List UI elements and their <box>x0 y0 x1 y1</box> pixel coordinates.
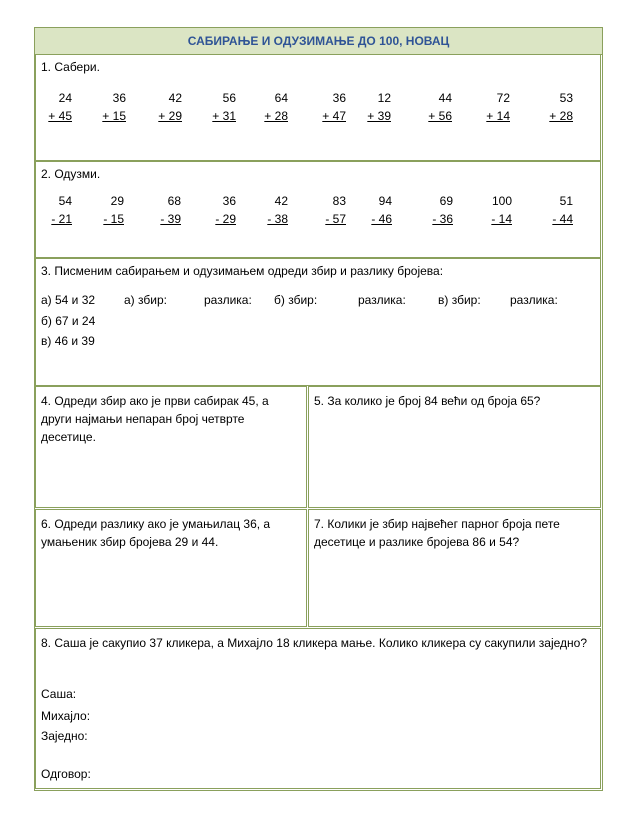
column-top: 36 <box>332 91 346 105</box>
section-written-operations <box>35 258 601 386</box>
section-8 <box>35 628 601 789</box>
column-bottom: + 28 <box>549 109 573 123</box>
section-3-label: 3. Писменим сабирањем и одузимањем одреди збир и разлику бројева: <box>41 264 444 278</box>
column-bottom: - 15 <box>103 212 124 226</box>
column-top: 83 <box>332 194 346 208</box>
column-top: 64 <box>274 91 288 105</box>
subtraction-column <box>300 192 346 228</box>
column-bottom: + 28 <box>264 109 288 123</box>
answer-label: разлика: <box>358 293 406 307</box>
section-addition <box>35 54 601 161</box>
column-top: 72 <box>496 91 510 105</box>
sasha-line: Саша: <box>41 687 77 701</box>
answer-label: разлика: <box>204 293 252 307</box>
column-bottom: + 29 <box>158 109 182 123</box>
column-bottom: + 15 <box>102 109 126 123</box>
addition-column <box>464 89 510 125</box>
column-top: 53 <box>559 91 573 105</box>
column-bottom: - 57 <box>325 212 346 226</box>
addition-column <box>80 89 126 125</box>
column-top: 100 <box>491 194 512 208</box>
subtraction-column <box>78 192 124 228</box>
column-bottom: - 21 <box>51 212 72 226</box>
column-bottom: + 39 <box>367 109 391 123</box>
subtraction-column <box>407 192 453 228</box>
answer-label: в) збир: <box>438 293 481 307</box>
column-bottom: - 29 <box>215 212 236 226</box>
subtraction-column <box>346 192 392 228</box>
section-7-label: 7. Колики је збир највећег парног броја пете десетице и разлике бројева 86 и 54? <box>314 517 560 549</box>
worksheet-title: САБИРАЊЕ И ОДУЗИМАЊЕ ДО 100, НОВАЦ <box>35 28 602 55</box>
subtraction-column <box>466 192 512 228</box>
subtraction-column <box>135 192 181 228</box>
addition-column <box>242 89 288 125</box>
worksheet <box>34 27 603 791</box>
section-5 <box>308 386 601 508</box>
addition-column <box>527 89 573 125</box>
pair-item: в) 46 и 39 <box>41 334 95 348</box>
column-top: 51 <box>559 194 573 208</box>
answer-label: б) збир: <box>274 293 318 307</box>
section-6-label: 6. Одреди разлику ако је умањилац 36, а умањеник збир бројева 29 и 44. <box>41 517 271 549</box>
column-top: 44 <box>438 91 452 105</box>
column-top: 36 <box>112 91 126 105</box>
column-bottom: + 47 <box>322 109 346 123</box>
answer-label: а) збир: <box>124 293 167 307</box>
column-top: 68 <box>167 194 181 208</box>
section-8-label: 8. Саша је сакупио 37 кликера, а Михајло 18 кликера мање. Колико кликера су сакупили заједно? <box>41 636 588 650</box>
column-bottom: - 46 <box>371 212 392 226</box>
column-bottom: - 39 <box>160 212 181 226</box>
column-bottom: + 14 <box>486 109 510 123</box>
column-bottom: - 44 <box>552 212 573 226</box>
addition-column <box>406 89 452 125</box>
column-bottom: - 14 <box>491 212 512 226</box>
section-7 <box>308 509 601 627</box>
column-bottom: + 56 <box>428 109 452 123</box>
addition-column <box>190 89 236 125</box>
answer-label: разлика: <box>510 293 558 307</box>
pair-item: а) 54 и 32 <box>41 293 96 307</box>
column-bottom: - 38 <box>267 212 288 226</box>
column-top: 69 <box>439 194 453 208</box>
subtraction-column <box>242 192 288 228</box>
section-subtraction <box>35 161 601 258</box>
answer-line: Одговор: <box>41 767 91 781</box>
column-top: 56 <box>222 91 236 105</box>
section-5-label: 5. За колико је број 84 већи од броја 65? <box>314 394 541 408</box>
pair-item: б) 67 и 24 <box>41 314 96 328</box>
addition-column <box>136 89 182 125</box>
section-2-label: 2. Одузми. <box>41 167 101 181</box>
column-bottom: + 31 <box>212 109 236 123</box>
mihajlo-line: Михајло: <box>41 709 91 723</box>
column-bottom: - 36 <box>432 212 453 226</box>
together-line: Заједно: <box>41 729 88 743</box>
subtraction-column <box>527 192 573 228</box>
addition-column <box>300 89 346 125</box>
column-top: 42 <box>168 91 182 105</box>
section-6 <box>35 509 307 627</box>
subtraction-column <box>190 192 236 228</box>
column-top: 24 <box>58 91 72 105</box>
column-bottom: + 45 <box>48 109 72 123</box>
addition-column <box>345 89 391 125</box>
section-4 <box>35 386 307 508</box>
subtraction-column <box>26 192 72 228</box>
column-top: 12 <box>377 91 391 105</box>
section-1-label: 1. Сабери. <box>41 60 100 74</box>
column-top: 36 <box>222 194 236 208</box>
column-top: 42 <box>274 194 288 208</box>
column-top: 94 <box>378 194 392 208</box>
section-4-label: 4. Одреди збир ако је први сабирак 45, а други најмањи непаран број четврте десетице. <box>41 394 269 444</box>
column-top: 29 <box>110 194 124 208</box>
column-top: 54 <box>58 194 72 208</box>
addition-column <box>26 89 72 125</box>
